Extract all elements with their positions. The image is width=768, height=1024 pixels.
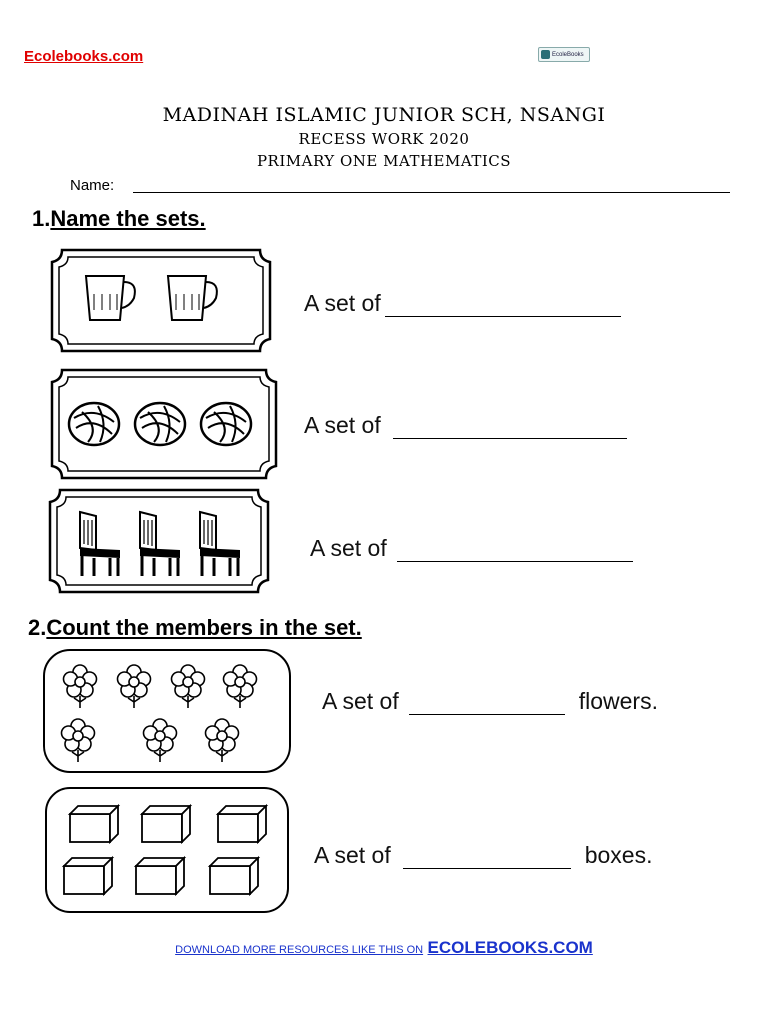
set-frame-balls: [48, 368, 280, 480]
box-icon: [70, 806, 118, 842]
work-title: RECESS WORK 2020: [298, 130, 470, 148]
flower-icon: [172, 665, 205, 708]
flower-icon: [64, 665, 97, 708]
chair-icon: [140, 512, 180, 576]
cup-icon: [168, 276, 217, 320]
answer-row-4: [322, 688, 658, 715]
subject-title: PRIMARY ONE MATHEMATICS: [256, 152, 512, 170]
flower-icon: [118, 665, 151, 708]
answer-prompt: A set of: [304, 290, 381, 316]
answer-prompt: A set of: [310, 535, 387, 561]
flower-icon: [62, 719, 95, 762]
answer-row-2: [304, 412, 627, 439]
site-brand[interactable]: Ecolebooks.com: [24, 48, 144, 65]
answer-blank[interactable]: [393, 418, 627, 439]
question-2-number: 2.: [28, 615, 47, 640]
ball-icon: [201, 403, 251, 445]
answer-row-3: [310, 535, 633, 562]
ball-icon: [135, 403, 185, 445]
answer-prompt: A set of: [322, 688, 399, 714]
box-icon: [218, 806, 266, 842]
set-frame-boxes: [44, 786, 290, 914]
answer-prompt: A set of: [304, 412, 381, 438]
answer-blank[interactable]: [403, 848, 571, 869]
question-1-title: Name the sets.: [50, 206, 206, 231]
name-label: Name:: [70, 177, 115, 194]
answer-suffix: flowers.: [578, 688, 658, 714]
box-icon: [210, 858, 258, 894]
logo-text: EcoleBooks: [552, 51, 584, 58]
flower-icon: [206, 719, 239, 762]
answer-blank[interactable]: [385, 296, 621, 317]
answer-row-5: [314, 842, 652, 869]
chair-icon: [200, 512, 240, 576]
answer-prompt: A set of: [314, 842, 391, 868]
answer-row-1: [304, 290, 621, 317]
set-frame-flowers: [42, 648, 292, 774]
footer-site[interactable]: ECOLEBOOKS.COM: [427, 938, 593, 957]
ecolebooks-logo: [538, 47, 590, 62]
answer-suffix: boxes.: [584, 842, 653, 868]
flower-icon: [224, 665, 257, 708]
logo-mark-icon: [541, 50, 550, 59]
set-frame-cups: [48, 248, 274, 353]
school-name: MADINAH ISLAMIC JUNIOR SCH, NSANGI: [162, 104, 606, 126]
answer-blank[interactable]: [409, 694, 565, 715]
flower-icon: [144, 719, 177, 762]
name-field[interactable]: [133, 192, 730, 193]
ball-icon: [69, 403, 119, 445]
footer-lead[interactable]: DOWNLOAD MORE RESOURCES LIKE THIS ON: [175, 944, 424, 956]
footer-download-link[interactable]: [0, 938, 768, 958]
question-1-number: 1.: [32, 206, 51, 231]
question-2-title: Count the members in the set.: [46, 615, 362, 640]
cup-icon: [86, 276, 135, 320]
question-1-heading: [32, 206, 206, 232]
box-icon: [136, 858, 184, 894]
box-icon: [64, 858, 112, 894]
set-frame-chairs: [46, 488, 272, 594]
chair-icon: [80, 512, 120, 576]
box-icon: [142, 806, 190, 842]
question-2-heading: [28, 615, 362, 641]
answer-blank[interactable]: [397, 541, 633, 562]
